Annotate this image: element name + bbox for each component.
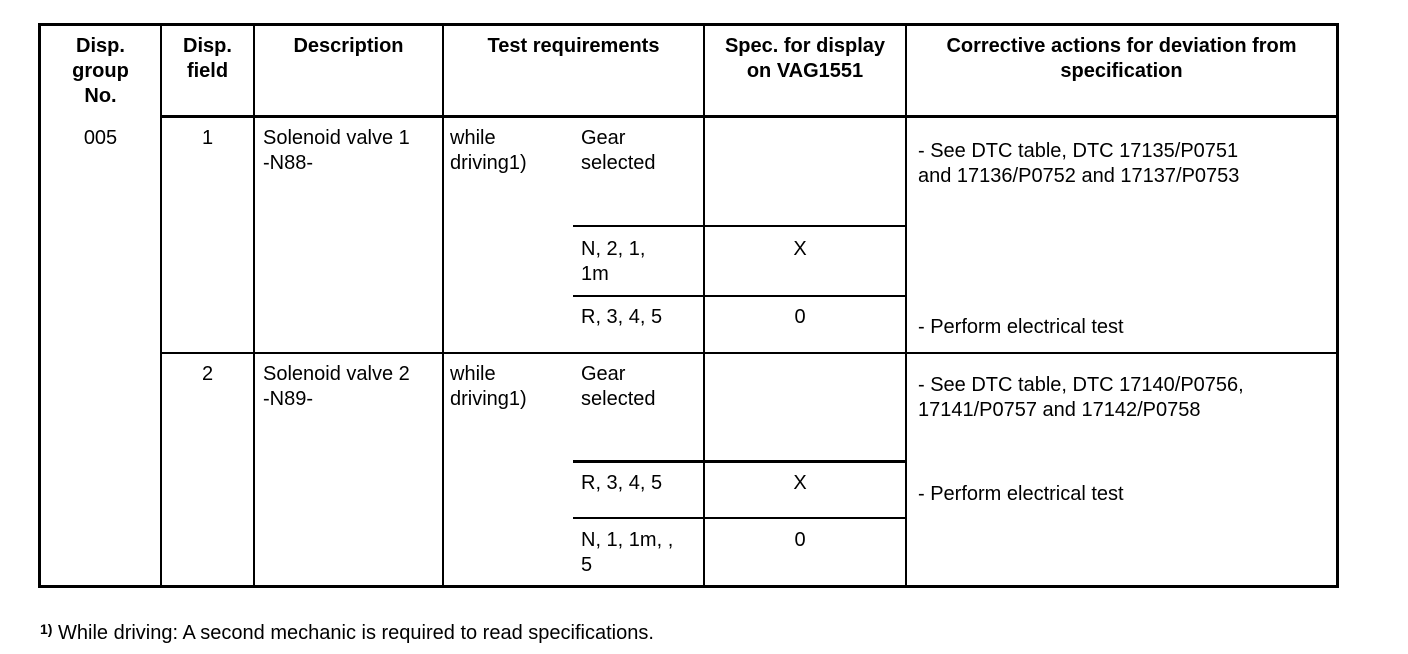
spec-value: 0 <box>794 306 806 328</box>
gear-value: N, 2, 1, 1m <box>581 238 646 285</box>
group-number: 005 <box>83 127 118 149</box>
header-field: Disp. field <box>183 35 232 82</box>
gear-label: Gear selected <box>581 127 656 174</box>
field-number: 2 <box>201 363 214 385</box>
spec-value: 0 <box>794 529 806 551</box>
border-bottom <box>38 585 1339 588</box>
description: Solenoid valve 1 -N88- <box>263 127 410 174</box>
gear-value: R, 3, 4, 5 <box>581 306 663 328</box>
col-sep-group <box>160 23 162 588</box>
header-rule <box>160 115 1339 118</box>
corrective-action-electrical: - Perform electrical test <box>918 316 1124 338</box>
test-condition: while driving1) <box>450 363 527 410</box>
subrow-line <box>573 295 907 297</box>
gear-value: R, 3, 4, 5 <box>581 472 663 494</box>
header-corrective: Corrective actions for deviation from specification <box>946 35 1297 82</box>
footnote <box>40 620 654 646</box>
subrow-line <box>573 460 907 463</box>
header-group: Disp. group No. <box>72 35 129 107</box>
corrective-action-dtc: - See DTC table, DTC 17140/P0756, 17141/P0757 and 17142/P0758 <box>918 374 1244 421</box>
header-description: Description <box>293 35 404 57</box>
corrective-action-electrical: - Perform electrical test <box>918 483 1124 505</box>
description: Solenoid valve 2 -N89- <box>263 363 410 410</box>
gear-label: Gear selected <box>581 363 656 410</box>
test-condition: while driving1) <box>450 127 527 174</box>
header-test: Test requirements <box>487 35 660 57</box>
col-sep-field <box>253 23 255 588</box>
border-top <box>38 23 1339 26</box>
row-sep <box>160 352 1339 354</box>
corrective-action-dtc: - See DTC table, DTC 17135/P0751 and 17136/P0752 and 17137/P0753 <box>918 140 1240 187</box>
col-sep-spec <box>905 23 907 588</box>
subrow-line <box>573 517 907 519</box>
gear-value: N, 1, 1m, , 5 <box>581 529 674 576</box>
border-right <box>1336 23 1339 588</box>
spec-value: X <box>793 472 807 494</box>
field-number: 1 <box>201 127 214 149</box>
header-spec: Spec. for display on VAG1551 <box>724 35 886 82</box>
col-sep-description <box>442 23 444 588</box>
footnote-text: While driving: A second mechanic is required to read specifications. <box>58 622 654 644</box>
subrow-line <box>573 225 907 227</box>
spec-value: X <box>793 238 807 260</box>
footnote-marker: 1) <box>40 621 53 637</box>
